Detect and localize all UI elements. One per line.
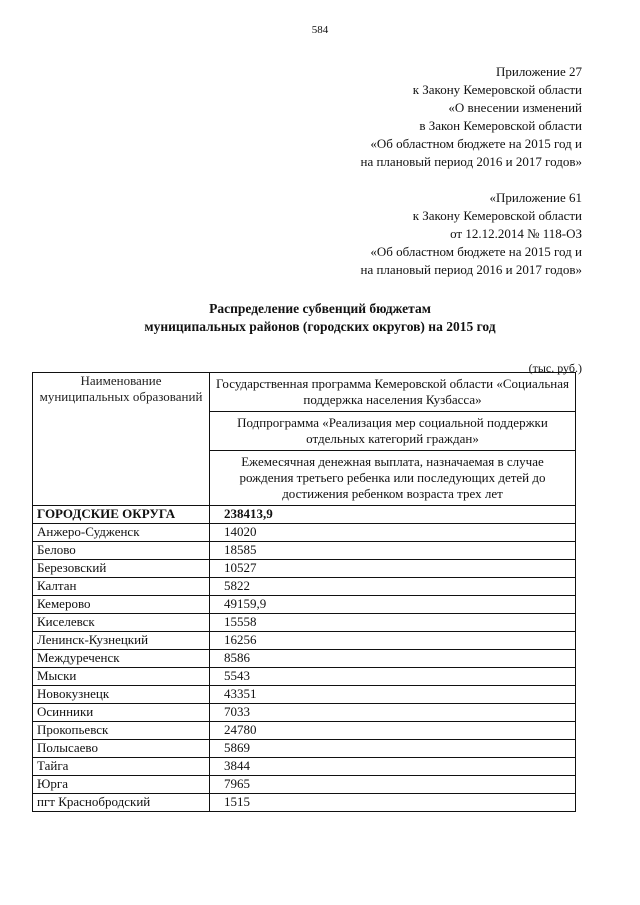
row-value: 7965: [210, 776, 576, 794]
row-name: пгт Краснобродский: [33, 794, 210, 812]
row-value: 5822: [210, 578, 576, 596]
units-label: (тыс. руб.): [528, 361, 582, 375]
row-name: Ленинск-Кузнецкий: [33, 632, 210, 650]
row-value: 43351: [210, 686, 576, 704]
appendix-line: «Об областном бюджете на 2015 год и: [370, 244, 582, 259]
row-value: 16256: [210, 632, 576, 650]
title-line-2: муниципальных районов (городских округов) на 2015 год: [144, 319, 496, 334]
table-row: [33, 794, 576, 812]
row-name: Полысаево: [33, 740, 210, 758]
table-row: [33, 614, 576, 632]
row-value: 7033: [210, 704, 576, 722]
row-name: Новокузнецк: [33, 686, 210, 704]
appendix-line: от 12.12.2014 № 118-ОЗ: [450, 226, 582, 241]
header-program: Государственная программа Кемеровской области «Социальная поддержка населения Кузбасса»: [210, 373, 576, 412]
table-row: [33, 740, 576, 758]
appendix-line: Приложение 27: [495, 64, 582, 79]
table-row: [33, 542, 576, 560]
row-name: Кемерово: [33, 596, 210, 614]
table-row: [33, 776, 576, 794]
row-value: 18585: [210, 542, 576, 560]
document-title: [0, 300, 640, 336]
appendix-reference-top: [361, 63, 583, 171]
row-name: Юрга: [33, 776, 210, 794]
appendix-line: на плановый период 2016 и 2017 годов»: [360, 154, 582, 169]
subvention-table: [32, 372, 576, 812]
row-name: Междуреченск: [33, 650, 210, 668]
row-value: 15558: [210, 614, 576, 632]
row-value: 24780: [210, 722, 576, 740]
row-name: Белово: [33, 542, 210, 560]
row-name: ГОРОДСКИЕ ОКРУГА: [33, 506, 210, 524]
appendix-line: к Закону Кемеровской области: [412, 82, 582, 97]
row-name: Осинники: [33, 704, 210, 722]
table-row-total: [33, 506, 576, 524]
row-name: Киселевск: [33, 614, 210, 632]
header-payment: Ежемесячная денежная выплата, назначаемая в случае рождения третьего ребенка или последующих детей до достижения ребенком возраста трех лет: [210, 451, 576, 506]
row-value: 14020: [210, 524, 576, 542]
appendix-line: на плановый период 2016 и 2017 годов»: [360, 262, 582, 277]
table-row: [33, 632, 576, 650]
row-value: 5869: [210, 740, 576, 758]
row-value: 3844: [210, 758, 576, 776]
table-row: [33, 524, 576, 542]
header-name: Наименование муниципальных образований: [33, 373, 210, 506]
row-value: 10527: [210, 560, 576, 578]
table-row: [33, 650, 576, 668]
table-row: [33, 668, 576, 686]
appendix-line: в Закон Кемеровской области: [419, 118, 582, 133]
row-value: 5543: [210, 668, 576, 686]
title-line-1: Распределение субвенций бюджетам: [209, 301, 431, 316]
row-value: 1515: [210, 794, 576, 812]
appendix-line: «Приложение 61: [489, 190, 582, 205]
table-row: [33, 722, 576, 740]
table-row: [33, 686, 576, 704]
row-name: Березовский: [33, 560, 210, 578]
table-row: [33, 560, 576, 578]
row-value: 238413,9: [210, 506, 576, 524]
table-row: [33, 596, 576, 614]
table-row: [33, 758, 576, 776]
row-name: Прокопьевск: [33, 722, 210, 740]
table-row: [33, 704, 576, 722]
row-name: Мыски: [33, 668, 210, 686]
row-value: 49159,9: [210, 596, 576, 614]
page-number: 584: [311, 24, 329, 36]
appendix-line: к Закону Кемеровской области: [412, 208, 582, 223]
row-value: 8586: [210, 650, 576, 668]
appendix-line: «О внесении изменений: [448, 100, 582, 115]
appendix-line: «Об областном бюджете на 2015 год и: [370, 136, 582, 151]
row-name: Анжеро-Судженск: [33, 524, 210, 542]
appendix-reference-bottom: [361, 189, 583, 279]
row-name: Калтан: [33, 578, 210, 596]
table-row: [33, 578, 576, 596]
header-subprogram: Подпрограмма «Реализация мер социальной поддержки отдельных категорий граждан»: [210, 412, 576, 451]
row-name: Тайга: [33, 758, 210, 776]
